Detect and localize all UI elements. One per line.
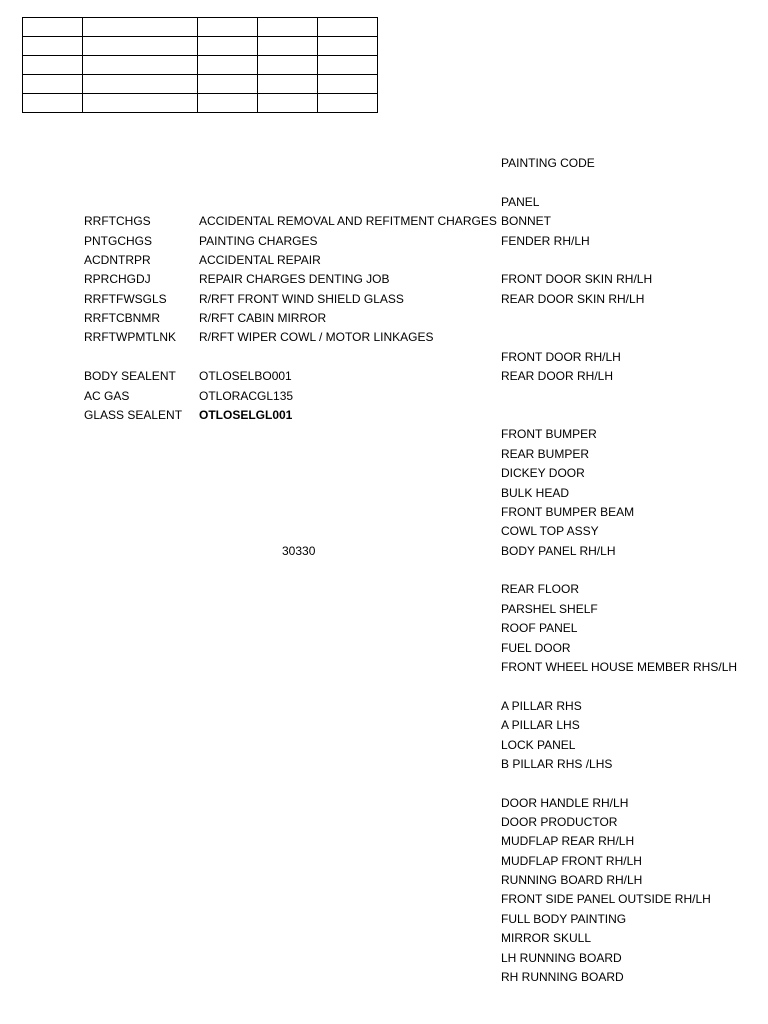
panel-item: BODY PANEL RH/LH xyxy=(501,544,616,558)
grid-cell xyxy=(198,18,258,37)
panel-item: DOOR PRODUCTOR xyxy=(501,815,618,829)
charge-code: RRFTFWSGLS xyxy=(84,292,167,306)
grid-cell xyxy=(258,56,318,75)
panel-item: FRONT SIDE PANEL OUTSIDE RH/LH xyxy=(501,892,711,906)
grid-cell xyxy=(318,94,378,113)
charge-code: RRFTCHGS xyxy=(84,214,151,228)
material-name: AC GAS xyxy=(84,389,130,403)
grid-row xyxy=(23,75,378,94)
grid-cell xyxy=(198,94,258,113)
panel-item: FUEL DOOR xyxy=(501,641,571,655)
panel-item: COWL TOP ASSY xyxy=(501,524,599,538)
grid-cell xyxy=(23,18,83,37)
charge-description: ACCIDENTAL REPAIR xyxy=(199,253,321,267)
grid-row xyxy=(23,18,378,37)
grid-row xyxy=(23,56,378,75)
panel-item: LH RUNNING BOARD xyxy=(501,951,622,965)
charge-description: ACCIDENTAL REMOVAL AND REFITMENT CHARGES xyxy=(199,214,497,228)
grid-cell xyxy=(23,56,83,75)
charge-description: R/RFT FRONT WIND SHIELD GLASS xyxy=(199,292,404,306)
panel-item: A PILLAR RHS xyxy=(501,699,582,713)
charge-code: ACDNTRPR xyxy=(84,253,151,267)
grid-cell xyxy=(198,37,258,56)
grid-cell xyxy=(258,75,318,94)
material-code: OTLOSELGL001 xyxy=(199,408,293,422)
panel-item: DOOR HANDLE RH/LH xyxy=(501,796,629,810)
panel-item: FRONT DOOR RH/LH xyxy=(501,350,621,364)
painting-code-title: PAINTING CODE xyxy=(501,156,595,170)
grid-cell xyxy=(83,75,198,94)
material-name: BODY SEALENT xyxy=(84,369,176,383)
panel-item: MUDFLAP FRONT RH/LH xyxy=(501,854,642,868)
charge-code: PNTGCHGS xyxy=(84,234,153,248)
panel-item: REAR DOOR RH/LH xyxy=(501,369,614,383)
grid-row xyxy=(23,94,378,113)
panel-item: FENDER RH/LH xyxy=(501,234,590,248)
grid-cell xyxy=(258,18,318,37)
panel-item: ROOF PANEL xyxy=(501,621,578,635)
panel-item: MIRROR SKULL xyxy=(501,931,592,945)
panel-item: B PILLAR RHS /LHS xyxy=(501,757,613,771)
grid-cell xyxy=(83,18,198,37)
grid-cell xyxy=(258,37,318,56)
charge-code: RPRCHGDJ xyxy=(84,272,151,286)
charge-description: R/RFT WIPER COWL / MOTOR LINKAGES xyxy=(199,330,434,344)
grid-cell xyxy=(83,94,198,113)
grid-cell xyxy=(198,56,258,75)
panel-item: RH RUNNING BOARD xyxy=(501,970,624,984)
charge-code: RRFTWPMTLNK xyxy=(84,330,176,344)
grid-row xyxy=(23,37,378,56)
grid-cell xyxy=(83,37,198,56)
grid-cell xyxy=(23,75,83,94)
panel-item: FRONT WHEEL HOUSE MEMBER RHS/LH xyxy=(501,660,738,674)
panel-item: A PILLAR LHS xyxy=(501,718,580,732)
reference-number: 30330 xyxy=(282,544,316,558)
panel-item: FRONT DOOR SKIN RH/LH xyxy=(501,272,653,286)
grid-cell xyxy=(23,37,83,56)
panel-item: BONNET xyxy=(501,214,552,228)
material-code: OTLOSELBO001 xyxy=(199,369,292,383)
panel-item: REAR DOOR SKIN RH/LH xyxy=(501,292,645,306)
panel-item: FRONT BUMPER BEAM xyxy=(501,505,635,519)
panel-item: RUNNING BOARD RH/LH xyxy=(501,873,643,887)
grid-cell xyxy=(318,56,378,75)
charge-description: REPAIR CHARGES DENTING JOB xyxy=(199,272,390,286)
charge-description: PAINTING CHARGES xyxy=(199,234,318,248)
grid-cell xyxy=(318,75,378,94)
panel-item: LOCK PANEL xyxy=(501,738,576,752)
grid-cell xyxy=(23,94,83,113)
panel-item: MUDFLAP REAR RH/LH xyxy=(501,834,635,848)
panel-item: DICKEY DOOR xyxy=(501,466,585,480)
empty-grid-table xyxy=(22,17,378,113)
grid-cell xyxy=(83,56,198,75)
grid-cell xyxy=(258,94,318,113)
grid-cell xyxy=(198,75,258,94)
charge-description: R/RFT CABIN MIRROR xyxy=(199,311,327,325)
grid-cell xyxy=(318,18,378,37)
panel-item: REAR FLOOR xyxy=(501,582,580,596)
charge-code: RRFTCBNMR xyxy=(84,311,160,325)
grid-cell xyxy=(318,37,378,56)
material-code: OTLORACGL135 xyxy=(199,389,294,403)
panel-item: BULK HEAD xyxy=(501,486,570,500)
panel-item: REAR BUMPER xyxy=(501,447,590,461)
panel-header: PANEL xyxy=(501,195,540,209)
panel-item: FRONT BUMPER xyxy=(501,427,597,441)
panel-item: FULL BODY PAINTING xyxy=(501,912,627,926)
panel-item: PARSHEL SHELF xyxy=(501,602,598,616)
material-name: GLASS SEALENT xyxy=(84,408,183,422)
